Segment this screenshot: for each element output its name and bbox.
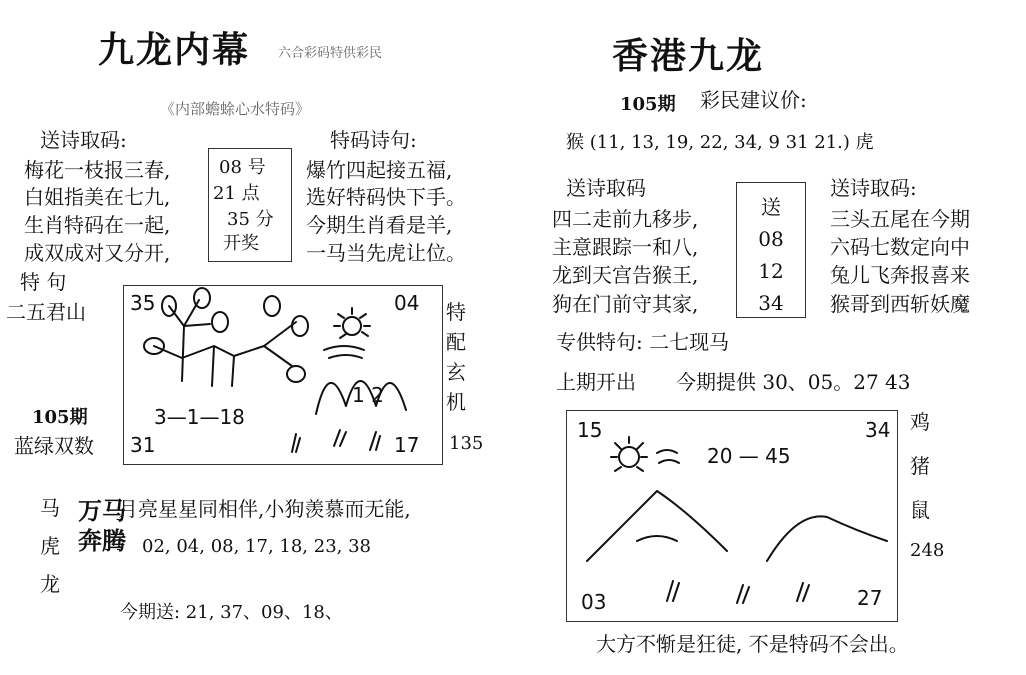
right-poem-left-header: 送诗取码 [566, 176, 646, 200]
draw-time-line: 开奖 [223, 233, 259, 254]
drawing-number: 15 [577, 418, 603, 442]
right-poem-right-header: 送诗取码: [830, 176, 917, 200]
wanma-line: 万马 [78, 496, 126, 525]
left-poem2-line: 一马当先虎让位。 [306, 241, 466, 265]
left-numbers: 02, 04, 08, 17, 18, 23, 38 [142, 536, 371, 557]
left-poem1-line: 白姐指美在七九, [24, 185, 171, 209]
left-poem1-line: 成双成对又分开, [24, 241, 171, 265]
drawing-mid-text: 20 — 45 [707, 444, 791, 468]
send-box-item: 送 [761, 195, 781, 219]
pei-char: 配 [446, 330, 466, 354]
left-title: 九龙内幕 [98, 29, 251, 71]
left-drawing [124, 286, 442, 464]
drawing-number: 17 [394, 433, 420, 457]
left-poem2-line: 选好特码快下手。 [306, 185, 466, 209]
drawing-number: 35 [130, 291, 156, 315]
draw-time-line: 21 点 [213, 183, 260, 204]
right-title: 香港九龙 [612, 35, 765, 77]
drawing-number: 04 [394, 291, 420, 315]
right-poem-right-line: 三头五尾在今期 [830, 207, 970, 231]
drawing-number: 03 [581, 590, 607, 614]
right-poem-right-line: 兔儿飞奔报喜来 [830, 263, 970, 287]
offer-line: 今期提供 30、05。27 43 [676, 370, 911, 394]
send-box-item: 08 [758, 227, 784, 251]
send-box-item: 12 [758, 259, 784, 283]
right-drawing [567, 411, 897, 621]
zodiac-char: 马 [40, 496, 60, 520]
wanma-line: 奔腾 [78, 526, 126, 555]
drawing-number: 34 [865, 418, 891, 442]
left-poem1-header: 送诗取码: [40, 128, 127, 152]
right-poem-left-line: 主意跟踪一和八, [552, 235, 699, 259]
side-animal: 猪 [910, 454, 930, 478]
right-poem-left-line: 龙到天宫告猴王, [552, 263, 699, 287]
right-poem-right-line: 六码七数定向中 [830, 235, 970, 259]
advice-label: 彩民建议价: [700, 88, 807, 112]
right-issue: 105期 [620, 94, 676, 115]
zodiac-char: 虎 [40, 534, 60, 558]
left-poem1-line: 生肖特码在一起, [24, 213, 171, 237]
special-line: 专供特句: 二七现马 [556, 330, 730, 354]
left-issue-text: 蓝绿双数 [14, 434, 94, 458]
left-poem2-line: 爆竹四起接五福, [306, 158, 453, 182]
left-drawing-box [123, 285, 443, 465]
pei-column [446, 300, 466, 414]
left-subtitle: 六合彩码特供彩民 [278, 46, 383, 61]
left-poem2-line: 今期生肖看是羊, [306, 213, 453, 237]
pei-char: 玄 [446, 360, 466, 384]
hills-text: 1 2 [352, 383, 384, 407]
side-animal: 鸡 [910, 410, 930, 434]
right-poem-left-line: 四二走前九移步, [552, 207, 699, 231]
zodiac-column [40, 496, 60, 596]
moon-line: 月亮星星同相伴,小狗羡慕而无能, [118, 497, 411, 521]
pei-char: 特 [446, 300, 466, 324]
tejv-label: 特 句 [20, 270, 67, 294]
right-poem-right-line: 猴哥到西斩妖魔 [830, 292, 970, 316]
send-box [736, 182, 806, 318]
left-poem2-header: 特码诗句: [330, 128, 417, 152]
side-number: 248 [910, 540, 945, 561]
left-issue: 105期 [32, 407, 88, 428]
today-send: 今期送: 21, 37、09、18、 [120, 602, 343, 623]
left-note: 《内部蟾蜍心水特码》 [160, 100, 311, 118]
right-drawing-box [566, 410, 898, 622]
left-poem1-line: 梅花一枝报三春, [24, 158, 171, 182]
tree-sketch [144, 288, 308, 386]
last-open-label: 上期开出 [556, 370, 636, 394]
footer-line: 大方不惭是狂徒, 不是特码不会出。 [596, 632, 909, 656]
drawing-number: 31 [130, 433, 156, 457]
draw-time-line: 08 号 [219, 157, 266, 178]
pei-char: 机 [446, 390, 466, 414]
side-animals [910, 410, 930, 522]
draw-time-line: 35 分 [227, 209, 274, 230]
zodiac-char: 龙 [40, 572, 60, 596]
right-poem-left-line: 狗在门前守其家, [552, 292, 699, 316]
draw-time-box [208, 148, 292, 262]
send-box-item: 34 [758, 291, 784, 315]
tejv-value: 二五君山 [6, 300, 86, 324]
drawing-number: 27 [857, 586, 883, 610]
drawing-mid-text: 3—1—18 [154, 405, 245, 429]
pei-number: 135 [449, 433, 484, 454]
side-animal: 鼠 [910, 498, 930, 522]
monkey-line: 猴 (11, 13, 19, 22, 34, 9 31 21.) 虎 [566, 132, 874, 153]
